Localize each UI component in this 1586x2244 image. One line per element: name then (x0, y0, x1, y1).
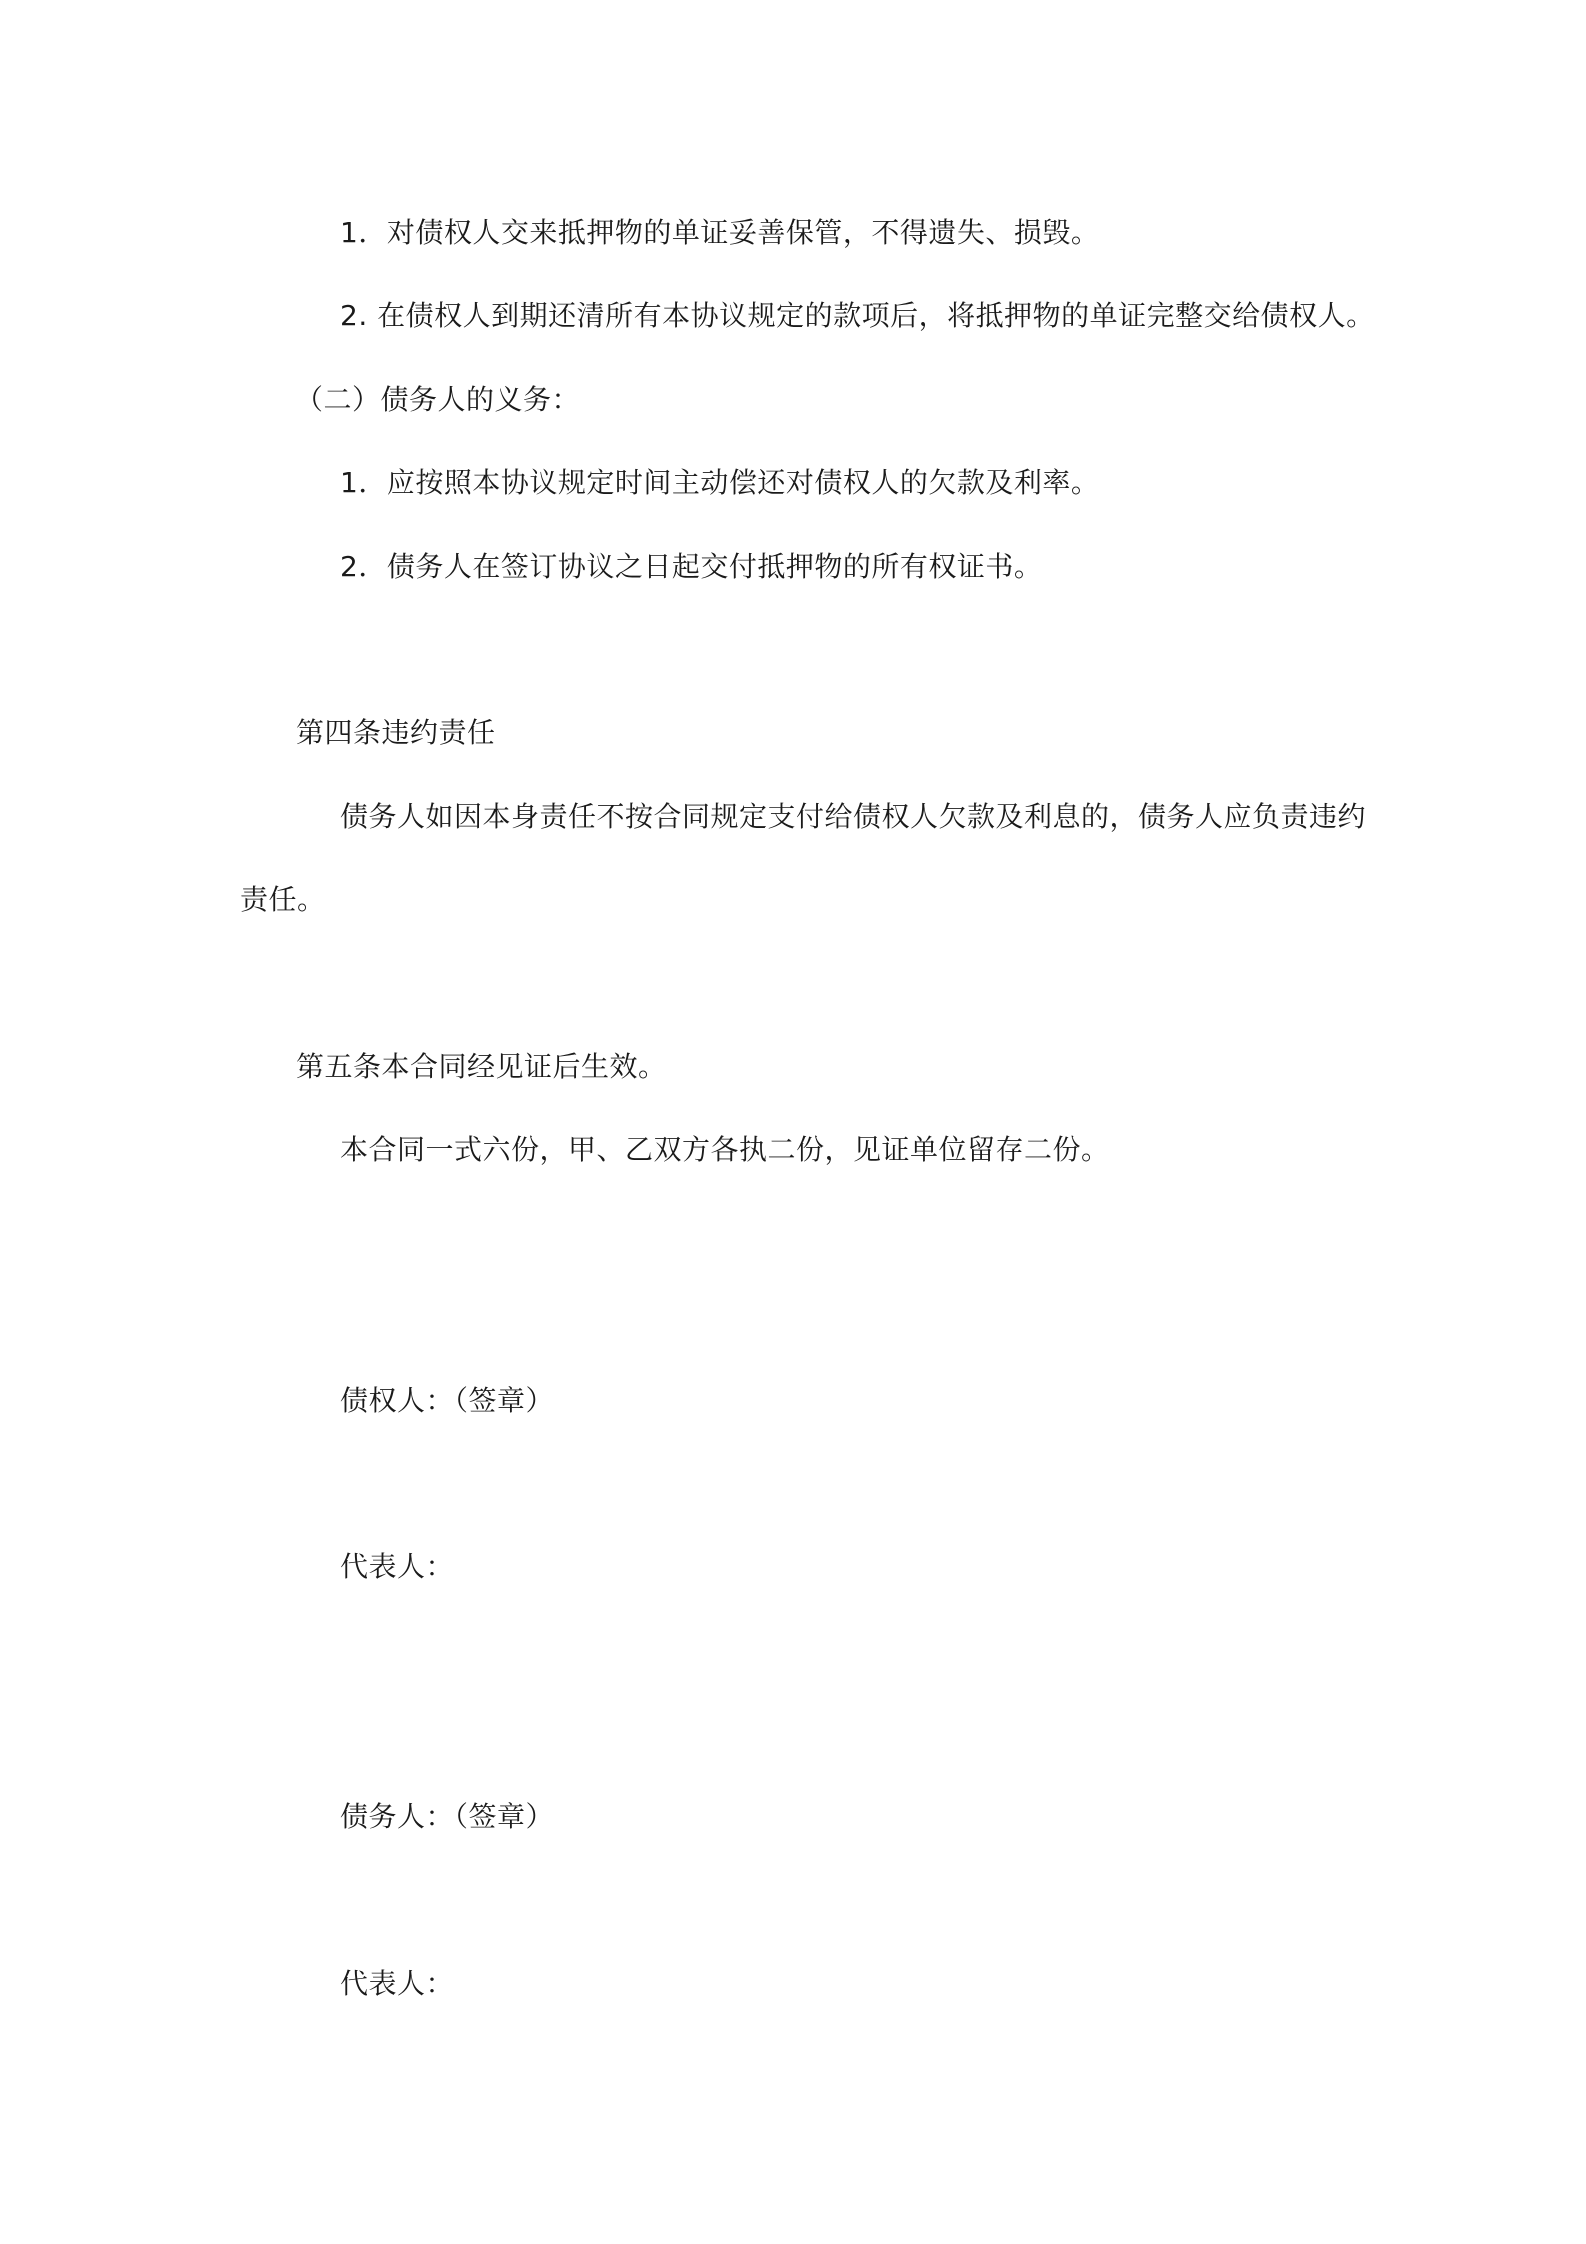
article-4-heading: 第四条违约责任 (296, 716, 496, 749)
article-5-heading: 第五条本合同经见证后生效。 (296, 1050, 667, 1083)
creditor-representative-label: 代表人： (340, 1550, 455, 1583)
debtor-signature-label: 债务人：（签章） (340, 1800, 555, 1833)
creditor-duty-item-1: 1．对债权人交来抵押物的单证妥善保管，不得遗失、损毁。 (340, 216, 1100, 249)
debtor-duty-item-1: 1．应按照本协议规定时间主动偿还对债权人的欠款及利率。 (340, 466, 1100, 499)
debtor-representative-label: 代表人： (340, 1967, 455, 2000)
article-5-body: 本合同一式六份，甲、乙双方各执二份，见证单位留存二份。 (340, 1133, 1110, 1166)
debtor-duty-item-2: 2．债务人在签订协议之日起交付抵押物的所有权证书。 (340, 550, 1043, 583)
article-4-body-line-1: 债务人如因本身责任不按合同规定支付给债权人欠款及利息的，债务人应负责违约 (340, 800, 1367, 833)
creditor-signature-label: 债权人：（签章） (340, 1384, 555, 1417)
creditor-duty-item-2: 2. 在债权人到期还清所有本协议规定的款项后，将抵押物的单证完整交给债权人。 (340, 299, 1375, 332)
article-4-body-line-2: 责任。 (240, 883, 326, 916)
debtor-duties-heading: （二）债务人的义务： (295, 383, 581, 416)
